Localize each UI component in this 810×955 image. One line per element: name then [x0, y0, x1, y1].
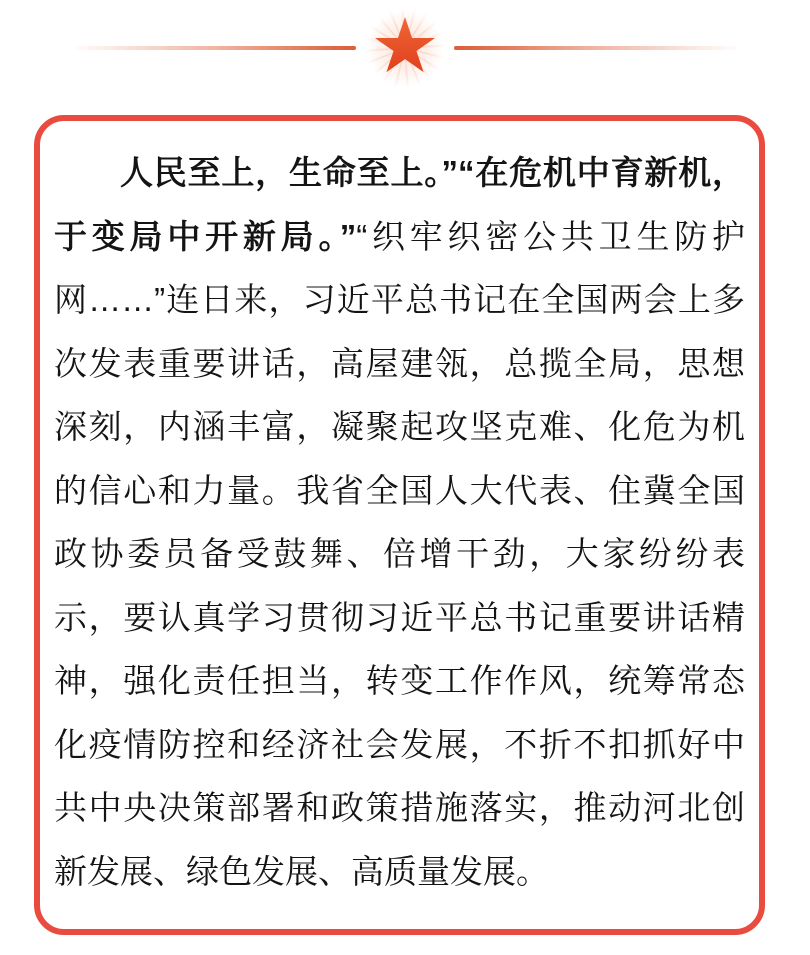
right-divider-line [454, 46, 740, 50]
article-paragraph [54, 141, 745, 903]
article-card [34, 115, 765, 935]
quote-lead-bold: 人民至上，生命至上。”“在危机中育新机，于变局中开新局。” [54, 154, 745, 255]
article-body-text: “织牢织密公共卫生防护网……”连日来，习近平总书记在全国两会上多次发表重要讲话，高屋建瓴，总揽全局，思想深刻，内涵丰富，凝聚起攻坚克难、化危为机的信心和力量。我省全国人大代表、住冀全国政协委员备受鼓舞、倍增干劲，大家纷纷表示，要认真学习贯彻习近平总书记重要讲话精神，强化责任担当，转变工作作风，统筹常态化疫情防控和经济社会发展，不折不扣抓好中共中央决策部署和政策措施落实，推动河北创新发展、绿色发展、高质量发展。 [54, 217, 746, 890]
star-burst-ornament [361, 4, 449, 92]
decorative-header [0, 0, 810, 96]
left-divider-line [70, 46, 356, 50]
